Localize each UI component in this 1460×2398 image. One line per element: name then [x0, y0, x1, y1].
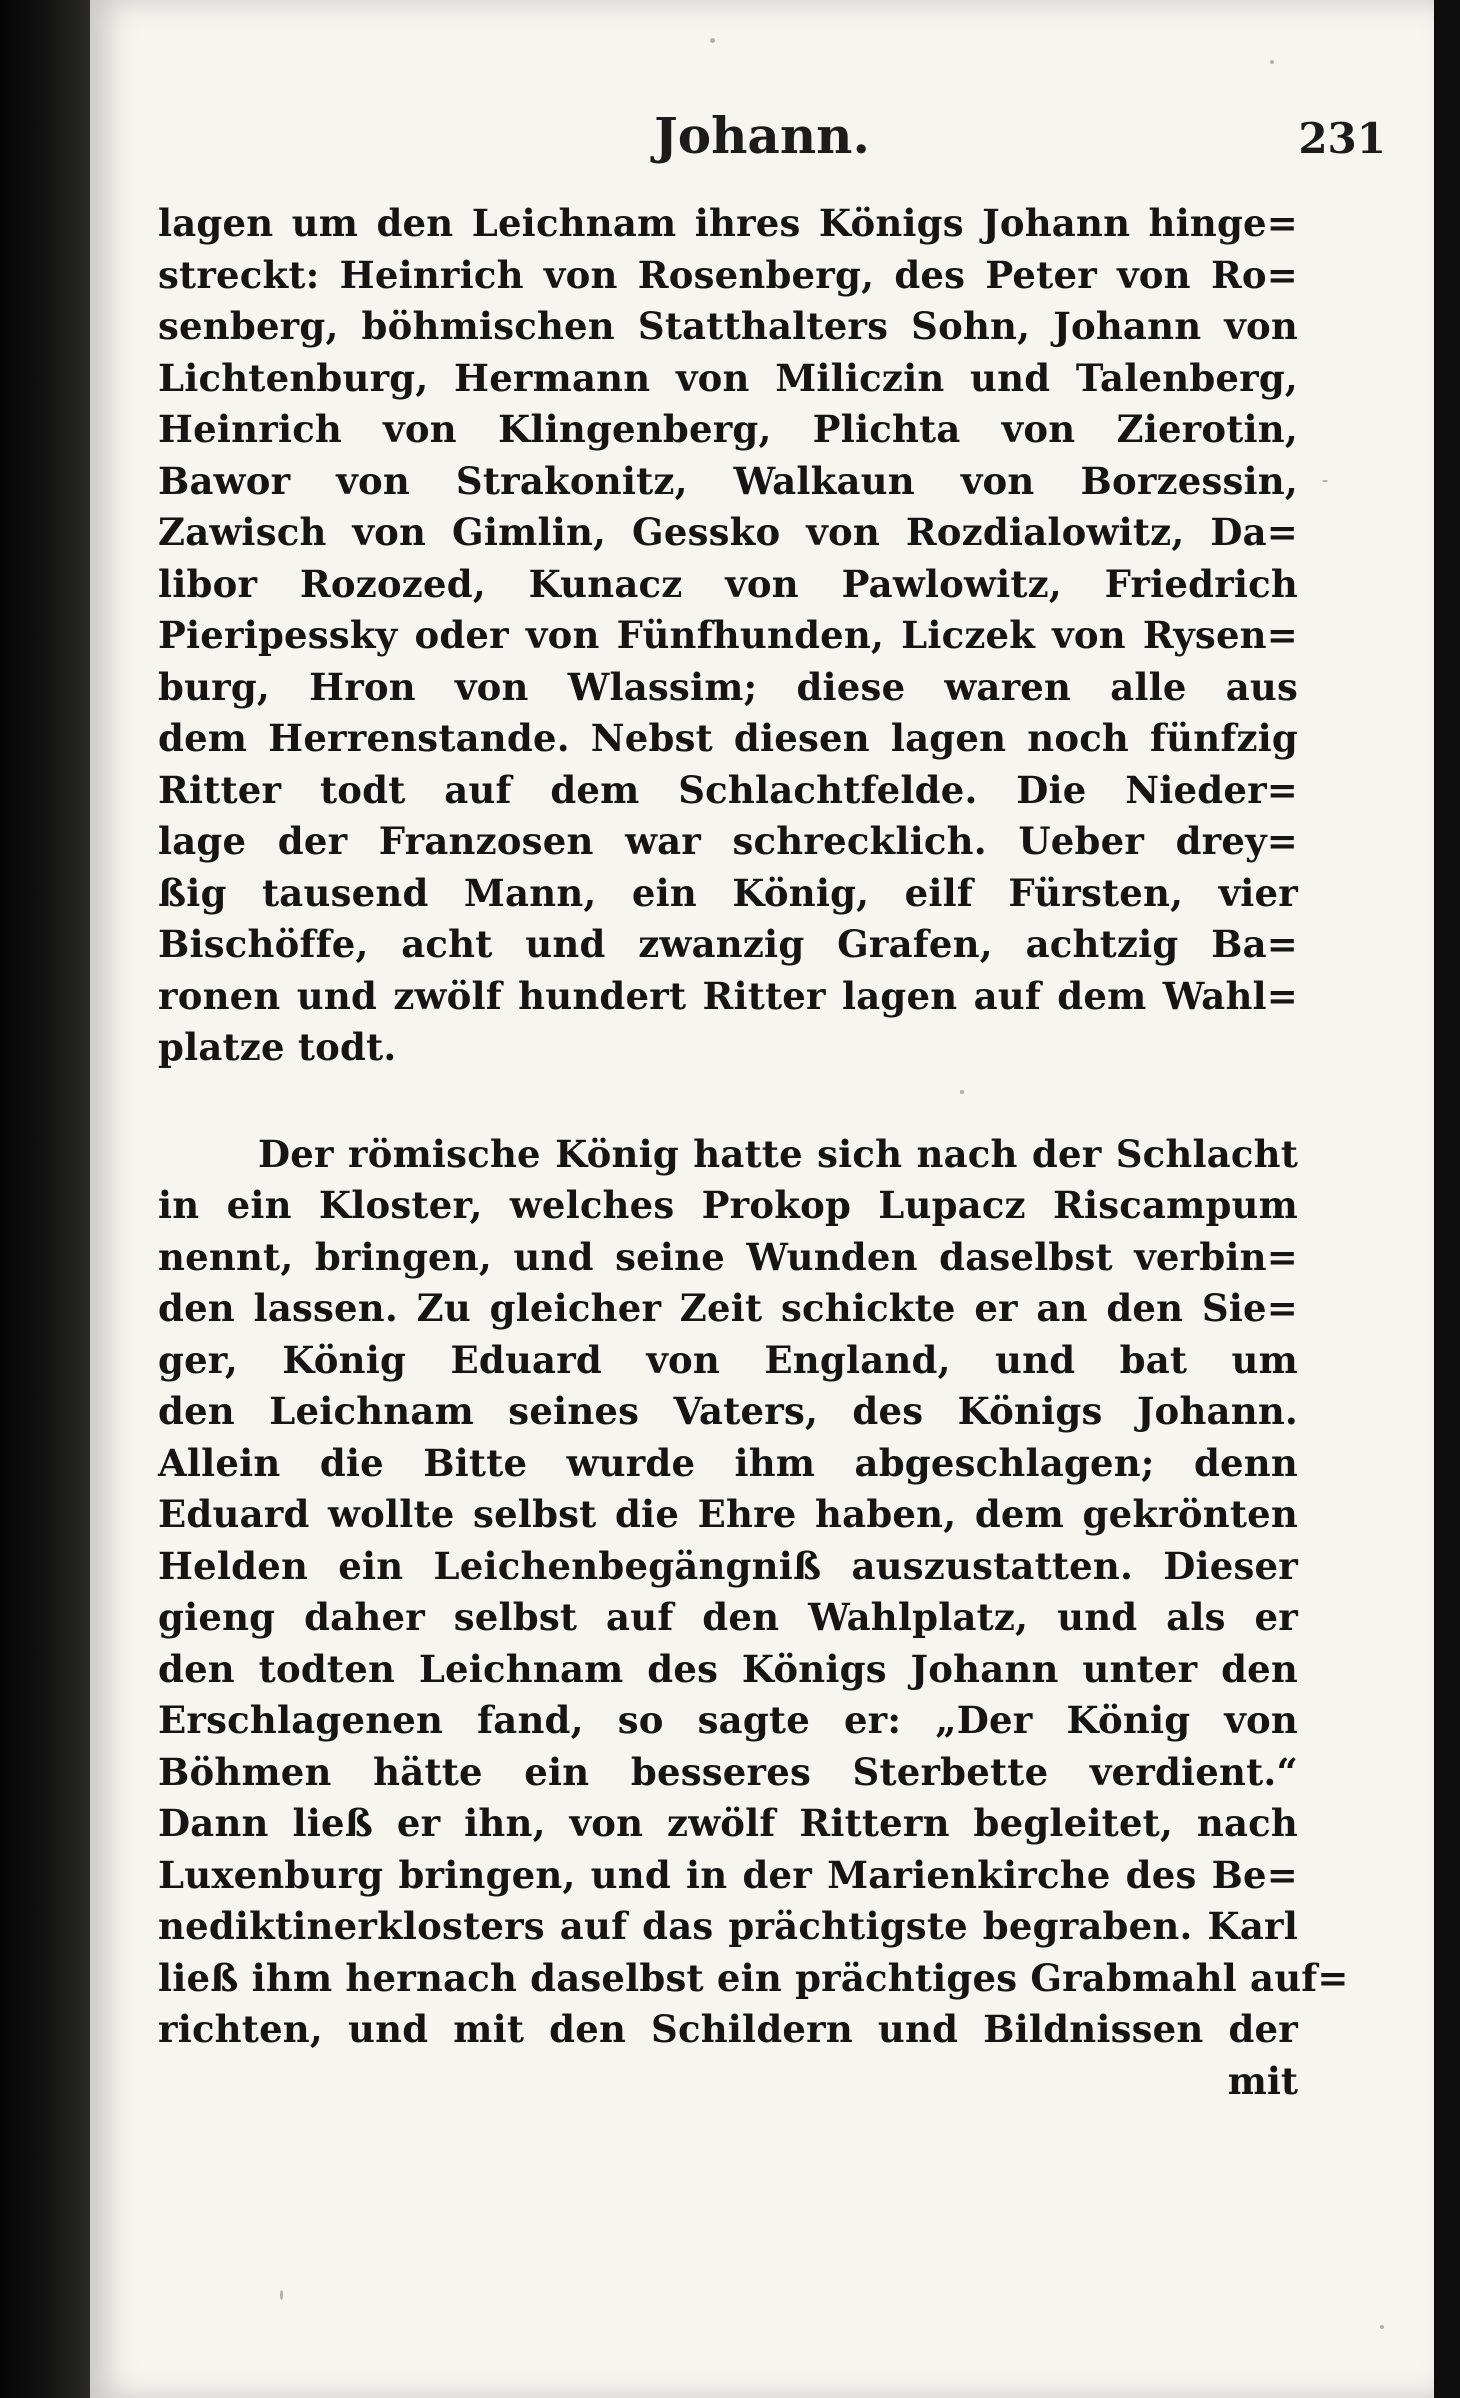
- paper-speck: [280, 2290, 283, 2300]
- text-line: Dann ließ er ihn, von zwölf Rittern begleitet, nach: [158, 1801, 1298, 1845]
- text-line: Allein die Bitte wurde ihm abgeschlagen; denn: [158, 1440, 1298, 1485]
- paper-speck: [960, 1090, 964, 1094]
- scan-right-border: [1434, 0, 1460, 2398]
- text-line: den lassen. Zu gleicher Zeit schickte er an den Sie=: [158, 1286, 1298, 1330]
- text-line: Zawisch von Gimlin, Gessko von Rozdialowitz, Da=: [158, 510, 1298, 554]
- text-line: ronen und zwölf hundert Ritter lagen auf dem Wahl=: [158, 973, 1298, 1018]
- text-line: Bawor von Strakonitz, Walkaun von Borzessin,: [158, 458, 1298, 503]
- page-header: [90, 100, 1434, 190]
- text-line: in ein Kloster, welches Prokop Lupacz Riscampum: [158, 1183, 1298, 1227]
- text-line: dem Herrenstande. Nebst diesen lagen noch fünfzig: [158, 716, 1298, 760]
- text-line: ließ ihm hernach daselbst ein prächtiges Grabmahl auf=: [158, 1955, 1349, 2000]
- text-line: richten, und mit den Schildern und Bildnissen der: [158, 2007, 1298, 2051]
- text-line: Luxenburg bringen, und in der Marienkirche des Be=: [158, 1852, 1298, 1897]
- paper-speck: [710, 38, 715, 43]
- text-line: nediktinerklosters auf das prächtigste begraben. Karl: [158, 1904, 1298, 1948]
- text-line: Lichtenburg, Hermann von Miliczin und Talenberg,: [158, 355, 1298, 400]
- text-line: Der römische König hatte sich nach der Schlacht: [258, 1131, 1298, 1176]
- text-line: den todten Leichnam des Königs Johann unter den: [158, 1646, 1298, 1691]
- text-line: lagen um den Leichnam ihres Königs Johann hinge=: [158, 201, 1298, 245]
- paper-speck: [1322, 480, 1328, 482]
- text-line: ger, König Eduard von England, und bat um: [158, 1337, 1298, 1382]
- body-text: [158, 198, 1349, 2107]
- paper-speck: [1380, 2325, 1384, 2329]
- text-line: burg, Hron von Wlassim; diese waren alle aus: [158, 664, 1298, 709]
- text-line: Heinrich von Klingenberg, Plichta von Zierotin,: [158, 407, 1298, 451]
- book-page: [90, 0, 1434, 2398]
- page-number: 231: [1298, 114, 1386, 163]
- text-line: ßig tausend Mann, ein König, eilf Fürsten, vier: [158, 870, 1298, 915]
- text-line: Bischöffe, acht und zwanzig Grafen, achtzig Ba=: [158, 922, 1298, 966]
- paragraph-1: [158, 198, 1298, 1074]
- paragraph-2: [158, 1129, 1349, 2056]
- text-line: Helden ein Leichenbegängniß auszustatten. Dieser: [158, 1543, 1298, 1588]
- text-line: Ritter todt auf dem Schlachtfelde. Die Nieder=: [158, 767, 1298, 812]
- text-line: Eduard wollte selbst die Ehre haben, dem gekrönten: [158, 1492, 1298, 1536]
- text-line: senberg, böhmischen Statthalters Sohn, Johann von: [158, 304, 1298, 348]
- text-line: Pieripessky oder von Fünfhunden, Liczek von Rysen=: [158, 613, 1298, 657]
- text-line: nennt, bringen, und seine Wunden daselbst verbin=: [158, 1234, 1298, 1279]
- running-title: Johann.: [654, 106, 870, 165]
- text-line: lage der Franzosen war schrecklich. Ueber drey=: [158, 819, 1298, 863]
- catchword: mit: [1227, 2058, 1298, 2103]
- text-line: libor Rozozed, Kunacz von Pawlowitz, Friedrich: [158, 561, 1298, 606]
- text-line: gieng daher selbst auf den Wahlplatz, und als er: [158, 1595, 1298, 1639]
- book-gutter-shadow: [0, 0, 90, 2398]
- text-line: den Leichnam seines Vaters, des Königs Johann.: [158, 1389, 1298, 1433]
- paragraph-spacer: [158, 1074, 1298, 1129]
- text-line: Erschlagenen fand, so sagte er: „Der König von: [158, 1698, 1298, 1742]
- paper-speck: [1270, 60, 1274, 64]
- text-line: platze todt.: [158, 1025, 397, 1069]
- text-line: Böhmen hätte ein besseres Sterbette verdient.“: [158, 1749, 1298, 1794]
- text-line: streckt: Heinrich von Rosenberg, des Peter von Ro=: [158, 252, 1298, 297]
